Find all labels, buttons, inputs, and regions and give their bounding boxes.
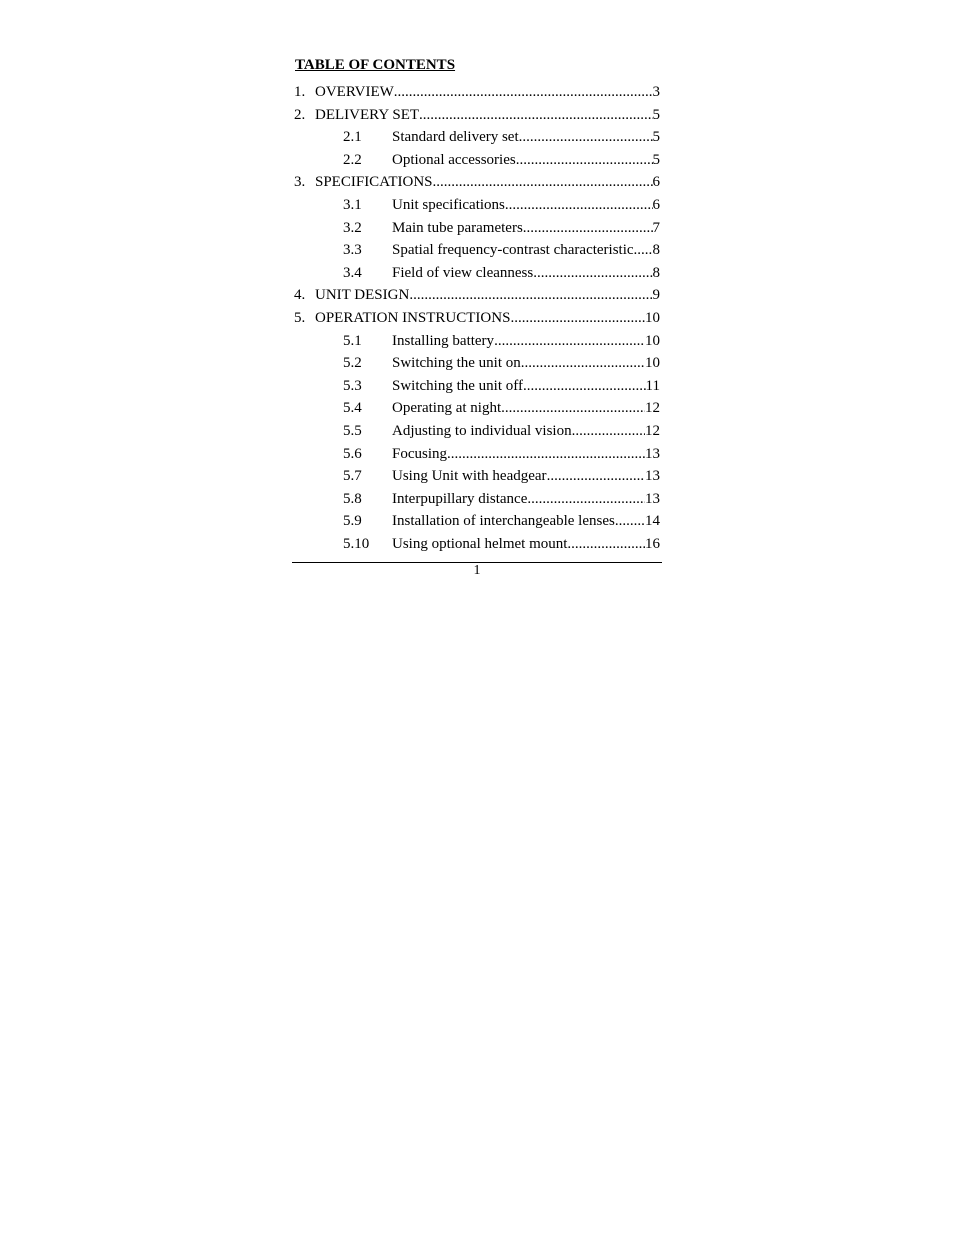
toc-entry-page: 12	[645, 400, 660, 417]
toc-entry	[294, 488, 660, 511]
toc-entry-label: Standard delivery set	[392, 129, 519, 146]
toc-entry-number: 2.	[294, 106, 306, 123]
toc-entry-number: 5.2	[343, 355, 362, 372]
toc-entry-page: 10	[645, 309, 660, 326]
toc-entry-page: 13	[645, 445, 660, 462]
toc-entry-page: 8	[652, 242, 660, 259]
dot-leader	[519, 126, 653, 149]
toc-entry-label: Switching the unit on	[392, 355, 521, 372]
toc-entry-label: Unit specifications	[392, 196, 505, 213]
toc-entry-number: 5.3	[343, 377, 362, 394]
toc-entry-page: 5	[652, 129, 660, 146]
toc-entry-page: 3	[652, 84, 660, 100]
toc-entry	[294, 397, 660, 420]
toc-entry-number: 5.9	[343, 513, 362, 530]
toc-entry-label: SPECIFICATIONS	[315, 174, 433, 191]
dot-leader	[523, 217, 653, 240]
toc-entry	[294, 262, 660, 285]
toc-entry-label: Installation of interchangeable lenses	[392, 513, 615, 530]
toc-entry	[294, 149, 660, 172]
dot-leader	[510, 307, 645, 330]
toc-entry	[294, 284, 660, 307]
dot-leader	[419, 104, 652, 127]
toc-entry-number: 2.1	[343, 129, 362, 146]
toc-entry-number: 1.	[294, 84, 306, 100]
toc-entry-label: Spatial frequency-contrast characteristic	[392, 242, 634, 259]
dot-leader	[634, 239, 653, 262]
dot-leader	[521, 352, 645, 375]
toc-entry	[294, 375, 660, 398]
toc-entry	[294, 104, 660, 127]
toc-entry-page: 8	[652, 264, 660, 281]
toc-entry-number: 5.5	[343, 422, 362, 439]
footer-page-number: 1	[473, 563, 481, 578]
toc-entry-label: Using Unit with headgear	[392, 468, 547, 485]
dot-leader	[572, 420, 645, 443]
toc-entry-page: 13	[645, 490, 660, 507]
toc-title: TABLE OF CONTENTS	[295, 57, 456, 73]
toc-entry-number: 5.4	[343, 400, 362, 417]
toc-entry-number: 5.7	[343, 468, 362, 485]
toc-entry-label: OPERATION INSTRUCTIONS	[315, 309, 511, 326]
toc-entry-label: Field of view cleanness	[392, 264, 534, 281]
toc-entry	[294, 533, 660, 556]
toc-entry-number: 3.2	[343, 219, 362, 236]
dot-leader	[615, 510, 645, 533]
toc-entry	[294, 330, 660, 353]
toc-entry-label: Operating at night	[392, 400, 502, 417]
toc-entry-label: Switching the unit off	[392, 377, 523, 394]
toc-entry-page: 12	[645, 422, 660, 439]
toc-entry-number: 5.6	[343, 445, 362, 462]
dot-leader	[547, 465, 645, 488]
toc-entry-page: 6	[652, 196, 660, 213]
toc-entry-page: 5	[652, 106, 660, 123]
toc-entry-page: 10	[645, 332, 660, 349]
dot-leader	[501, 397, 645, 420]
toc-entry-number: 5.	[294, 309, 306, 326]
dot-leader	[533, 262, 652, 285]
toc-entry-page: 13	[645, 468, 660, 485]
toc-entry	[294, 420, 660, 443]
toc-entry	[294, 81, 660, 104]
toc-entry-label: Main tube parameters	[392, 219, 523, 236]
dot-leader	[523, 375, 646, 398]
toc-entry	[294, 510, 660, 533]
toc-entry-label: Adjusting to individual vision	[392, 422, 572, 439]
toc-entry-number: 3.3	[343, 242, 362, 259]
dot-leader	[433, 171, 653, 194]
dot-leader	[447, 443, 645, 466]
dot-leader	[394, 81, 653, 104]
toc-entry-label: Interpupillary distance	[392, 490, 528, 507]
toc-entry-number: 3.	[294, 174, 306, 191]
toc-entry-label: Focusing	[392, 445, 448, 462]
toc-entry-number: 2.2	[343, 151, 362, 168]
dot-leader	[527, 488, 645, 511]
toc-entry	[294, 171, 660, 194]
table-of-contents	[294, 81, 660, 555]
dot-leader	[505, 194, 653, 217]
toc-entry	[294, 194, 660, 217]
toc-entry-label: Installing battery	[392, 332, 495, 349]
toc-entry-number: 3.4	[343, 264, 362, 281]
toc-entry-label: OVERVIEW	[315, 84, 394, 100]
toc-entry-page: 11	[645, 377, 660, 394]
toc-entry	[294, 239, 660, 262]
toc-entry	[294, 126, 660, 149]
toc-entry-label: Using optional helmet mount	[392, 535, 568, 552]
dot-leader	[567, 533, 645, 556]
toc-entry	[294, 307, 660, 330]
toc-entry-label: DELIVERY SET	[315, 106, 420, 123]
toc-entry	[294, 217, 660, 240]
toc-entry-number: 3.1	[343, 196, 362, 213]
toc-entry-page: 7	[652, 219, 660, 236]
toc-entry	[294, 352, 660, 375]
dot-leader	[516, 149, 653, 172]
toc-entry-page: 14	[645, 513, 660, 530]
toc-entry-page: 6	[652, 174, 660, 191]
toc-entry-number: 5.10	[343, 535, 370, 552]
toc-entry-number: 4.	[294, 287, 306, 304]
toc-entry-page: 9	[652, 287, 660, 304]
toc-entry-page: 10	[645, 355, 660, 372]
toc-entry-number: 5.1	[343, 332, 362, 349]
dot-leader	[494, 330, 645, 353]
toc-entry-page: 5	[652, 151, 660, 168]
toc-entry-label: Optional accessories	[392, 151, 516, 168]
toc-entry-page: 16	[645, 535, 660, 552]
toc-entry-number: 5.8	[343, 490, 362, 507]
toc-entry	[294, 443, 660, 466]
dot-leader	[409, 284, 652, 307]
toc-entry	[294, 465, 660, 488]
toc-entry-label: UNIT DESIGN	[315, 287, 410, 304]
